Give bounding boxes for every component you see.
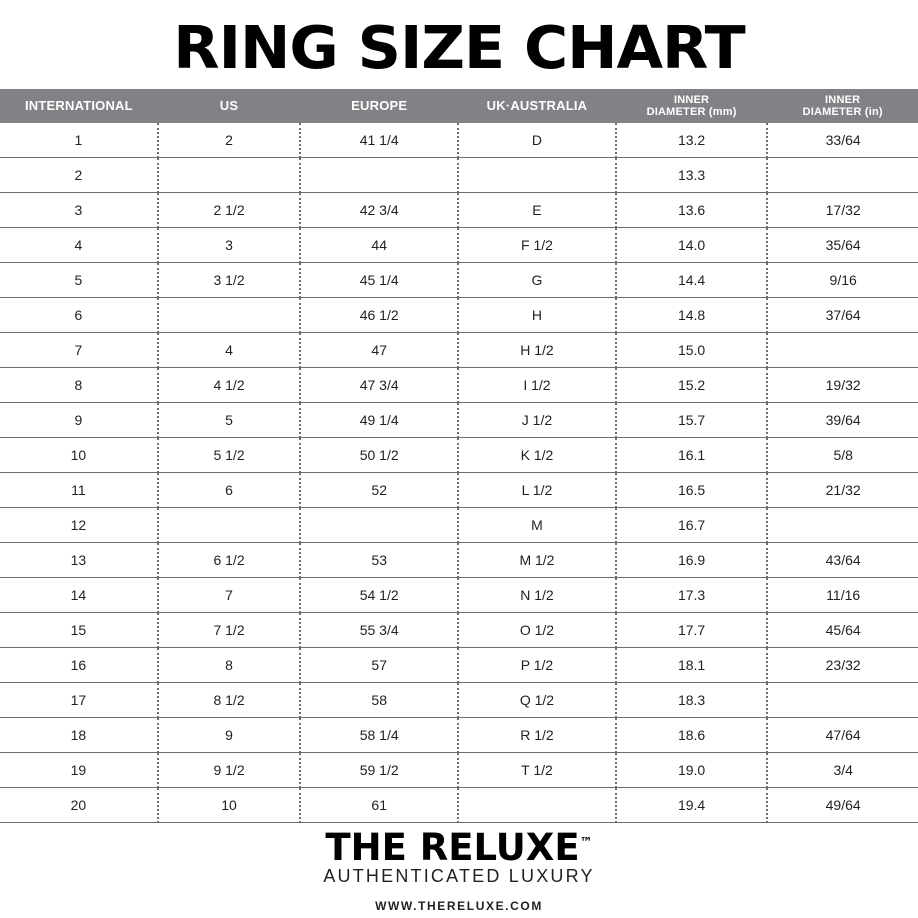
- cell-international: 15: [0, 613, 158, 648]
- cell-inner-diameter-mm: 14.4: [616, 263, 768, 298]
- cell-international: 11: [0, 473, 158, 508]
- cell-inner-diameter-in: 47/64: [767, 718, 918, 753]
- cell-us: 6: [158, 473, 301, 508]
- cell-inner-diameter-mm: 14.8: [616, 298, 768, 333]
- brand-text: THE RELUXE: [325, 826, 580, 870]
- cell-uk-australia: T 1/2: [458, 753, 616, 788]
- cell-us: 4 1/2: [158, 368, 301, 403]
- cell-inner-diameter-in: [767, 508, 918, 543]
- cell-inner-diameter-in: 43/64: [767, 543, 918, 578]
- column-header-europe: EUROPE: [300, 89, 458, 123]
- cell-inner-diameter-mm: 16.5: [616, 473, 768, 508]
- cell-us: 7: [158, 578, 301, 613]
- cell-international: 13: [0, 543, 158, 578]
- cell-inner-diameter-in: 3/4: [767, 753, 918, 788]
- table-row: [0, 788, 918, 823]
- cell-us: 6 1/2: [158, 543, 301, 578]
- cell-inner-diameter-mm: 16.1: [616, 438, 768, 473]
- cell-uk-australia: P 1/2: [458, 648, 616, 683]
- cell-inner-diameter-mm: 13.6: [616, 193, 768, 228]
- cell-inner-diameter-mm: 15.7: [616, 403, 768, 438]
- column-header-uk-australia: UK·AUSTRALIA: [458, 89, 616, 123]
- page-title: RING SIZE CHART: [173, 13, 745, 82]
- cell-us: [158, 298, 301, 333]
- table-row: [0, 753, 918, 788]
- table-body: [0, 123, 918, 823]
- cell-uk-australia: M: [458, 508, 616, 543]
- cell-uk-australia: I 1/2: [458, 368, 616, 403]
- cell-inner-diameter-mm: 18.6: [616, 718, 768, 753]
- ring-size-table: [0, 89, 918, 823]
- cell-europe: 44: [300, 228, 458, 263]
- cell-europe: 59 1/2: [300, 753, 458, 788]
- cell-uk-australia: [458, 158, 616, 193]
- column-header-inner-diameter-mm: [616, 89, 768, 123]
- cell-europe: 57: [300, 648, 458, 683]
- table-row: [0, 193, 918, 228]
- cell-us: 3 1/2: [158, 263, 301, 298]
- cell-us: 5 1/2: [158, 438, 301, 473]
- table-row: [0, 438, 918, 473]
- cell-europe: 52: [300, 473, 458, 508]
- table-row: [0, 613, 918, 648]
- cell-europe: 61: [300, 788, 458, 823]
- cell-inner-diameter-mm: 15.0: [616, 333, 768, 368]
- cell-inner-diameter-in: [767, 333, 918, 368]
- cell-us: 8: [158, 648, 301, 683]
- cell-inner-diameter-in: [767, 683, 918, 718]
- cell-uk-australia: Q 1/2: [458, 683, 616, 718]
- cell-inner-diameter-mm: 17.3: [616, 578, 768, 613]
- cell-europe: 47 3/4: [300, 368, 458, 403]
- table-row: [0, 718, 918, 753]
- cell-europe: 49 1/4: [300, 403, 458, 438]
- cell-international: 10: [0, 438, 158, 473]
- cell-europe: 58: [300, 683, 458, 718]
- cell-inner-diameter-mm: 13.2: [616, 123, 768, 158]
- table-row: [0, 158, 918, 193]
- cell-inner-diameter-in: [767, 158, 918, 193]
- cell-uk-australia: E: [458, 193, 616, 228]
- cell-international: 4: [0, 228, 158, 263]
- cell-inner-diameter-in: 33/64: [767, 123, 918, 158]
- cell-us: [158, 158, 301, 193]
- table-row: [0, 683, 918, 718]
- cell-inner-diameter-mm: 13.3: [616, 158, 768, 193]
- cell-international: 5: [0, 263, 158, 298]
- cell-europe: 54 1/2: [300, 578, 458, 613]
- cell-international: 20: [0, 788, 158, 823]
- cell-inner-diameter-in: 45/64: [767, 613, 918, 648]
- cell-uk-australia: D: [458, 123, 616, 158]
- table-row: [0, 648, 918, 683]
- cell-international: 8: [0, 368, 158, 403]
- brand-name: [325, 826, 593, 870]
- cell-us: 8 1/2: [158, 683, 301, 718]
- cell-europe: 47: [300, 333, 458, 368]
- cell-uk-australia: O 1/2: [458, 613, 616, 648]
- cell-uk-australia: R 1/2: [458, 718, 616, 753]
- cell-uk-australia: J 1/2: [458, 403, 616, 438]
- cell-international: 7: [0, 333, 158, 368]
- cell-us: 9: [158, 718, 301, 753]
- cell-uk-australia: H 1/2: [458, 333, 616, 368]
- cell-us: 2 1/2: [158, 193, 301, 228]
- cell-europe: 45 1/4: [300, 263, 458, 298]
- cell-uk-australia: [458, 788, 616, 823]
- table-row: [0, 508, 918, 543]
- table-row: [0, 403, 918, 438]
- table-header: [0, 89, 918, 123]
- cell-us: 7 1/2: [158, 613, 301, 648]
- table-row: [0, 298, 918, 333]
- cell-uk-australia: G: [458, 263, 616, 298]
- column-header-us: US: [158, 89, 301, 123]
- column-header-inner-diameter-in: [767, 89, 918, 123]
- cell-inner-diameter-in: 39/64: [767, 403, 918, 438]
- footer: [0, 826, 918, 914]
- cell-inner-diameter-mm: 19.4: [616, 788, 768, 823]
- cell-uk-australia: N 1/2: [458, 578, 616, 613]
- cell-us: 9 1/2: [158, 753, 301, 788]
- cell-inner-diameter-mm: 19.0: [616, 753, 768, 788]
- trademark-symbol: ™: [579, 835, 593, 851]
- cell-us: 4: [158, 333, 301, 368]
- cell-inner-diameter-in: 19/32: [767, 368, 918, 403]
- cell-uk-australia: L 1/2: [458, 473, 616, 508]
- cell-inner-diameter-in: 5/8: [767, 438, 918, 473]
- column-header-international: INTERNATIONAL: [0, 89, 158, 123]
- table-row: [0, 578, 918, 613]
- cell-inner-diameter-in: 35/64: [767, 228, 918, 263]
- website-url: WWW.THERELUXE.COM: [375, 899, 543, 914]
- cell-international: 14: [0, 578, 158, 613]
- cell-international: 16: [0, 648, 158, 683]
- cell-inner-diameter-mm: 14.0: [616, 228, 768, 263]
- cell-europe: 50 1/2: [300, 438, 458, 473]
- cell-inner-diameter-mm: 17.7: [616, 613, 768, 648]
- cell-europe: [300, 158, 458, 193]
- cell-inner-diameter-in: 11/16: [767, 578, 918, 613]
- column-header-inner-diameter-in-line2: DIAMETER (in): [802, 106, 883, 119]
- cell-international: 19: [0, 753, 158, 788]
- table-row: [0, 473, 918, 508]
- table-row: [0, 228, 918, 263]
- cell-inner-diameter-mm: 15.2: [616, 368, 768, 403]
- cell-inner-diameter-in: 23/32: [767, 648, 918, 683]
- cell-international: 6: [0, 298, 158, 333]
- column-header-inner-diameter-mm-line1: INNER: [673, 94, 710, 106]
- cell-us: 3: [158, 228, 301, 263]
- cell-us: 5: [158, 403, 301, 438]
- cell-inner-diameter-in: 9/16: [767, 263, 918, 298]
- brand-tagline: AUTHENTICATED LUXURY: [323, 866, 595, 887]
- cell-inner-diameter-mm: 16.7: [616, 508, 768, 543]
- table-row: [0, 368, 918, 403]
- cell-europe: 53: [300, 543, 458, 578]
- table-row: [0, 123, 918, 158]
- cell-inner-diameter-in: 21/32: [767, 473, 918, 508]
- cell-uk-australia: K 1/2: [458, 438, 616, 473]
- cell-international: 1: [0, 123, 158, 158]
- cell-europe: 42 3/4: [300, 193, 458, 228]
- column-header-inner-diameter-mm-line2: DIAMETER (mm): [646, 106, 737, 119]
- cell-international: 2: [0, 158, 158, 193]
- cell-international: 3: [0, 193, 158, 228]
- column-header-inner-diameter-in-line1: INNER: [825, 94, 861, 106]
- cell-europe: 58 1/4: [300, 718, 458, 753]
- cell-us: [158, 508, 301, 543]
- cell-us: 2: [158, 123, 301, 158]
- table-row: [0, 333, 918, 368]
- cell-europe: 55 3/4: [300, 613, 458, 648]
- cell-uk-australia: H: [458, 298, 616, 333]
- table-header-row: [0, 89, 918, 123]
- cell-uk-australia: F 1/2: [458, 228, 616, 263]
- cell-inner-diameter-in: 49/64: [767, 788, 918, 823]
- cell-europe: 41 1/4: [300, 123, 458, 158]
- cell-international: 17: [0, 683, 158, 718]
- cell-inner-diameter-mm: 16.9: [616, 543, 768, 578]
- cell-inner-diameter-in: 37/64: [767, 298, 918, 333]
- cell-inner-diameter-mm: 18.1: [616, 648, 768, 683]
- cell-inner-diameter-in: 17/32: [767, 193, 918, 228]
- cell-us: 10: [158, 788, 301, 823]
- table-row: [0, 543, 918, 578]
- cell-europe: 46 1/2: [300, 298, 458, 333]
- cell-uk-australia: M 1/2: [458, 543, 616, 578]
- cell-international: 18: [0, 718, 158, 753]
- table-row: [0, 263, 918, 298]
- cell-inner-diameter-mm: 18.3: [616, 683, 768, 718]
- cell-international: 9: [0, 403, 158, 438]
- cell-europe: [300, 508, 458, 543]
- cell-international: 12: [0, 508, 158, 543]
